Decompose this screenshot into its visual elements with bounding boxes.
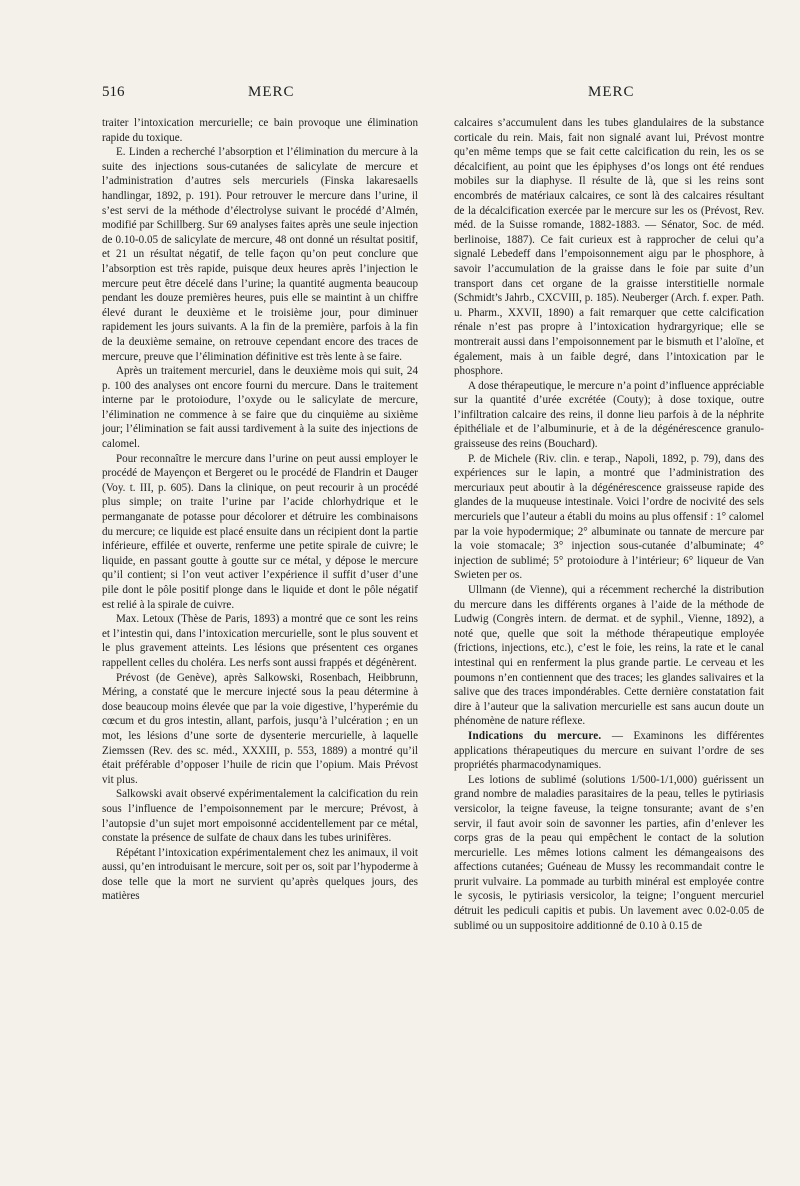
- paragraph: Prévost (de Genève), après Salkowski, Rosenbach, Heibbrunn, Méring, a constaté que le mercure injecté sous la peau détermine à dose beaucoup moins élevée que par la voie digestive, l’hyperémie du cœcum et du gros intestin, allant, parfois, jusqu’à l’ulcération ; en un mot, les lésions d’une sorte de dysenterie mercurielle, à laquelle Ziemssen (Rev. des sc. méd., XXXIII, p. 553, 1889) a montré qu’il était préférable d’opposer l’huile de ricin que l’opium. Mais Prévost vit plus.: [102, 671, 418, 786]
- section-paragraph: [454, 729, 764, 773]
- page-header: [102, 84, 770, 108]
- paragraph: Salkowski avait observé expérimentalement la calcification du rein sous l’influence de l’empoisonnement par le mercure; Prévost, à l’autopsie d’un sujet mort empoisonné accidentellement par ce métal, constate la présence de sulfate de chaux dans les tubes urinifères.: [102, 788, 418, 845]
- paragraph: calcaires s’accumulent dans les tubes glandulaires de la substance corticale du rein. Mais, fait non signalé avant lui, Prévost montre qu’en même temps que se fait cette calcification du rein, les os se décalcifient, au point que les épiphyses d’os longs ont été rendues mobiles sur la diaphyse. Il résulte de là, que si les reins sont encombrés de matériaux calcaires, ce sont là des calcaires résultant de la décalcification exercée par le mercure sur les os (Prévost, Rev. méd. de la Suisse romande, 1882-1883. — Sénator, Soc. de méd. berlinoise, 1887). Ce fait curieux est à rapprocher de celui qu’a signalé Lebedeff dans l’empoisonnement aigu par le phosphore, à savoir l’accumulation de la graisse dans le foie par suite d’un transport dans cet organe de la graisse interstitielle normale (Schmidt’s Jahrb., CXCVIII, p. 185). Neuberger (Arch. f. exper. Path. u. Pharm., XXVII, 1890) a fait remarquer que cette calcification rénale n’est pas propre à l’intoxication hydrargyrique; elle se montrerait aussi dans l’empoisonnement par le bismuth et l’aloïne, et également, mais à un faible degré, dans l’intoxication par le phosphore.: [454, 117, 764, 378]
- paragraph: Répétant l’intoxication expérimentalement chez les animaux, il voit aussi, qu’en introduisant le mercure, soit per os, soit par l’hypoderme à dose telle que la mort ne survient qu’après quelques jours, des matières: [102, 846, 418, 903]
- paragraph: Max. Letoux (Thèse de Paris, 1893) a montré que ce sont les reins et l’intestin qui, dans l’intoxication mercurielle, sont le plus souvent et le plus gravement atteints. Les lésions que présentent ces organes rappellent celles du choléra. Les nerfs sont aussi frappés et dégénèrent.: [102, 613, 418, 669]
- paragraph: A dose thérapeutique, le mercure n’a point d’influence appréciable sur la quantité d’urée excrétée (Couty); à dose toxique, outre l’infiltration calcaire des reins, il donne lieu parfois à de la néphrite épithéliale et de l’albuminurie, et à de la dégénérescence granulo-graisseuse des reins (Bouchard).: [454, 379, 765, 451]
- section-heading: Indications du mercure.: [468, 729, 602, 742]
- paragraph: Les lotions de sublimé (solutions 1/500-1/1,000) guérissent un grand nombre de maladies parasitaires de la peau, telles le pytiriasis versicolor, la teigne faveuse, la teigne tonsurante; avant de s’en servir, il faut avoir soin de savonner les parties, afin d’enlever les corps gras de la peau qui empêchent le contact de la solution mercurielle. Les mêmes lotions calment les démangeaisons des affections cutanées; Guéneau de Mussy les recommandait contre le prurit vulvaire. La pommade au turbith minéral est employée contre le sycosis, le pytiriasis versicolor, la teigne; l’onguent mercuriel détruit les pediculi capitis et pubis. Un lavement avec 0.02-0.05 de sublimé ou un suppositoire additionné de 0.10 à 0.15 de: [454, 773, 764, 932]
- paragraph: P. de Michele (Riv. clin. e terap., Napoli, 1892, p. 79), dans des expériences sur le lapin, a montré que l’administration des mercuriaux peut aboutir à la dégénérescence graisseuse rapide des glandes de la muqueuse intestinale. Voici l’ordre de nocivité des sels mercuriels que l’auteur a établi du moins au plus offensif : 1° calomel par la voie hypodermique; 2° albuminate ou tannate de mercure par la voie stomacale; 3° injection sous-cutanée d’albuminate; 4° injection de sublimé; 5° protoiodure à l’intérieur; 6° liqueur de Van Swieten per os.: [454, 452, 764, 582]
- paragraph: Pour reconnaître le mercure dans l’urine on peut aussi employer le procédé de Mayençon et Bergeret ou le procédé de Flandrin et Dauger (Voy. t. III, p. 605). Dans la clinique, on peut recourir à un procédé plus simple; on traite l’urine par l’acide chlorhydrique et le permanganate de potasse pour décolorer et détruire les combinaisons du mercure; ce liquide est placé ensuite dans un récipient dont la partie inférieure, effilée et ouverte, renferme une petite spirale de cuivre; le liquide, en passant goutte à goutte sur ce métal, y dépose le mercure qu’il contient; si l’on veut activer l’expérience il suffit d’user d’une pile dont le pôle positif plonge dans le liquide et dont le pôle négatif est relié à la spirale de cuivre.: [102, 452, 418, 611]
- page-number: 516: [102, 84, 125, 100]
- right-column: [454, 116, 764, 933]
- left-column: [102, 116, 418, 904]
- paragraph: Ullmann (de Vienne), qui a récemment recherché la distribution du mercure dans les différents organes à l’aide de la méthode de Ludwig (Congrès intern. de dermat. et de syphil., Vienne, 1892), a noté que, quelle que soit la méthode thérapeutique employée (frictions, injections, etc.), c’est le foie, les reins, la rate et le canal intestinal qui en renferment la plus grande partie. Le cerveau et les poumons n’en contiennent que des traces; les glandes salivaires et la salive que des traces impondérables. Cette dernière constatation fait dire à l’auteur que la salivation mercurielle est sans aucun doute un phénomène de nature réflexe.: [454, 584, 764, 728]
- paragraph: traiter l’intoxication mercurielle; ce bain provoque une élimination rapide du toxique.: [102, 117, 418, 144]
- section-intro: — Examinons les différentes applications thérapeutiques du mercure en suivant l’ordre de ses propriétés pharmacodynamiques.: [454, 729, 764, 772]
- paragraph: E. Linden a recherché l’absorption et l’élimination du mercure à la suite des injections sous-cutanées de salicylate de mercure et l’administration d’autres sels mercuriels (Finska lakaresaells handlingar, 1892, p. 191). Pour retrouver le mercure dans l’urine, il s’est servi de la méthode d’électrolyse suivant le procédé d’Almén, modifié par Schillberg. Sur 69 analyses faites après une seule injection de 0.10-0.05 de salicylate de mercure, 48 ont donné un résultat positif, et 21 un résultat négatif, de telle façon qu’on peut conclure que l’absorption est très rapide, puisque deux heures après l’injection le mercure peut être décelé dans l’urine; la quantité augmenta beaucoup pendant les douze premières heures, puis elle se maintint à un chiffre élevé durant le deuxième et le troisième jour, pour diminuer rapidement les jours suivants. A la fin de la première, parfois à la fin de la deuxième semaine, on retrouve cependant encore des traces de mercure, preuve que l’élimination définitive est très lente à se faire.: [102, 146, 418, 363]
- running-head-left: MERC: [248, 84, 295, 100]
- running-head-right: MERC: [588, 84, 635, 100]
- paragraph: Après un traitement mercuriel, dans le deuxième mois qui suit, 24 p. 100 des analyses ont encore fourni du mercure. Dans le traitement interne par le protoiodure, l’oxyde ou le salicylate de mercure, l’élimination ne commence à se faire que du cinquième au sixième jour; l’élimination se fait aussi tardivement à la suite des injections de calomel.: [102, 365, 418, 451]
